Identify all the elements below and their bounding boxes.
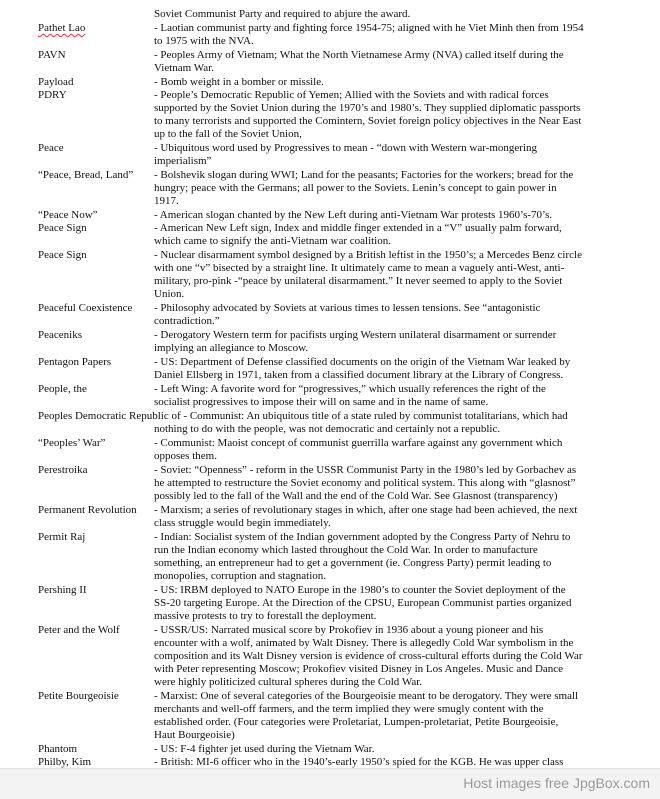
glossary-term: “Peace, Bread, Land” (38, 169, 134, 181)
glossary-line (0, 544, 660, 557)
glossary-definition: - Nuclear disarmament symbol designed by a British leftist in the 1950’s; a Mercedes Benz circle (154, 249, 582, 261)
glossary-definition: - Left Wing: A favorite word for “progressives,” which usually references the right of the (154, 383, 546, 395)
glossary-term: Phantom (38, 743, 78, 755)
glossary-term: Perestroika (38, 464, 88, 476)
glossary-term: Payload (38, 76, 74, 88)
glossary-definition-continued: military, pro-pink -“peace by unilateral disarmament.” It never seemed to apply to the Soviet (154, 275, 563, 287)
glossary-line (0, 729, 660, 742)
glossary-line (0, 195, 660, 208)
glossary-definition-continued: nothing to do with the people, was not democratic and certainly not a republic. (154, 423, 501, 435)
glossary-line (0, 703, 660, 716)
glossary-line (0, 690, 660, 703)
glossary-definition: - British: MI-6 officer who in the 1940’s-early 1950’s spied for the KGB. He was upper class (154, 756, 564, 768)
glossary-definition-continued: possibly led to the fall of the Wall and the end of the Cold War. See Glasnost (transparency) (154, 490, 558, 502)
glossary-definition: - USSR/US: Narrated musical score by Prokofiev in 1936 about a young pioneer and his (154, 624, 544, 636)
glossary-definition: - US: Department of Defense classified documents on the origin of the Vietnam War leaked by (154, 356, 571, 368)
glossary-line (0, 35, 660, 48)
glossary-line (0, 504, 660, 517)
host-watermark-text: Host images free JpgBox.com (463, 775, 650, 791)
glossary-line (0, 756, 660, 768)
glossary-term: Peace (38, 142, 64, 154)
glossary-line (0, 329, 660, 342)
glossary-definition: - Marxism; a series of revolutionary stages in which, after one stage had been achieved, the next (154, 504, 578, 516)
glossary-line (0, 610, 660, 623)
glossary-term: PDRY (38, 89, 67, 101)
glossary-line (0, 302, 660, 315)
glossary-definition: - American slogan chanted by the New Left during anti-Vietnam War protests 1960’s-70’s. (154, 209, 553, 221)
glossary-definition-continued: encounter with a wolf, animated by Walt Disney. There is allegedly Cold War symbolism in the (154, 637, 574, 649)
glossary-term: Peace Sign (38, 222, 87, 234)
glossary-line (0, 128, 660, 141)
glossary-term: Peace Sign (38, 249, 87, 261)
glossary-definition-continued: monopolies, corruption and stagnation. (154, 570, 326, 582)
glossary-line (0, 169, 660, 182)
glossary-line (0, 437, 660, 450)
glossary-line (0, 89, 660, 102)
glossary-line (0, 477, 660, 490)
glossary-definition: - Communist: Maoist concept of communist guerrilla warfare against any government which (154, 437, 563, 449)
glossary-definition: - Bolshevik slogan during WWI; Land for the peasants; Factories for the workers; bread for the (154, 169, 574, 181)
glossary-definition: - People’s Democratic Republic of Yemen; Allied with the Soviets and with radical forces (154, 89, 549, 101)
glossary-term: Peaceniks (38, 329, 82, 341)
glossary-line (0, 249, 660, 262)
glossary-line (0, 342, 660, 355)
glossary-line (0, 369, 660, 382)
glossary-definition-continued: composition and its Walt Disney version is evidence of cross-cultural efforts during the Cold War (154, 650, 583, 662)
glossary-line (0, 676, 660, 689)
glossary-definition-continued: to many terrorists and supported the Comintern, Soviet foreign policy objectives in the Near East (154, 115, 582, 127)
glossary-definition-continued: massive protests to try to forestall the deployment. (154, 610, 377, 622)
glossary-definition-continued: opposes them. (154, 450, 217, 462)
glossary-definition-continued: 1917. (154, 195, 179, 207)
glossary-definition: - Laotian communist party and fighting force 1954-75; aligned with he Viet Minh then from 1954 (154, 22, 584, 34)
glossary-line (0, 155, 660, 168)
glossary-definition-continued: hungry; peace with the Germans; all power to the Soviets. Lenin’s concept to gain power in (154, 182, 557, 194)
glossary-definition-continued: Soviet Communist Party and required to abjure the award. (154, 8, 411, 20)
glossary-line (0, 209, 660, 222)
glossary-term: PAVN (38, 49, 66, 61)
glossary-line (0, 584, 660, 597)
glossary-definition-continued: with one “v” bisected by a straight line. It ultimately came to mean a vaguely anti-West, anti- (154, 262, 565, 274)
glossary-definition-continued: SS-20 targeting Europe. At the Direction of the CPSU, European Communist parties organized (154, 597, 572, 609)
glossary-definition-continued: socialist progressives to impose their will on same and in the name of same. (154, 396, 489, 408)
glossary-line (0, 624, 660, 637)
glossary-line (0, 76, 660, 89)
glossary-line (0, 115, 660, 128)
glossary-definition-continued: imperialism” (154, 155, 212, 167)
glossary-term: Philby, Kim (38, 756, 92, 768)
glossary-line (0, 62, 660, 75)
glossary-definition-continued: he attempted to restructure the Soviet economy and political system. This along with “glasnost” (154, 477, 576, 489)
glossary-definition-continued: class struggle would begin immediately. (154, 517, 331, 529)
glossary-definition-continued: Vietnam War. (154, 62, 214, 74)
glossary-line (0, 235, 660, 248)
glossary-line (0, 275, 660, 288)
glossary-term: Permanent Revolution (38, 504, 137, 516)
glossary-line (0, 557, 660, 570)
glossary-definition: - Peoples Army of Vietnam; What the North Vietnamese Army (NVA) called itself during the (154, 49, 564, 61)
glossary-definition-continued: implying an allegiance to Moscow. (154, 342, 309, 354)
glossary-full-line: Peoples Democratic Republic of - Communist: An ubiquitous title of a state ruled by communist totalitarians, which had (38, 410, 568, 422)
glossary-term: Pentagon Papers (38, 356, 112, 368)
glossary-term: Peaceful Coexistence (38, 302, 133, 314)
glossary-definition-continued: up to the fall of the Soviet Union, (154, 128, 302, 140)
glossary-term: Petite Bourgeoisie (38, 690, 119, 702)
glossary-term: Permit Raj (38, 531, 86, 543)
glossary-definition: - Derogatory Western term for pacifists urging Western unilateral disarmament or surrender (154, 329, 557, 341)
glossary-line (0, 315, 660, 328)
glossary-line (0, 716, 660, 729)
glossary-line (0, 410, 660, 423)
glossary-definition-continued: Union. (154, 288, 185, 300)
glossary-definition: - Soviet: “Openness” - reform in the USSR Communist Party in the 1980’s led by Gorbachev as (154, 464, 577, 476)
glossary-definition: - US: IRBM deployed to NATO Europe in the 1980’s to counter the Soviet deployment of the (154, 584, 566, 596)
glossary-term: Pershing II (38, 584, 87, 596)
glossary-definition: - Philosophy advocated by Soviets at various times to lessen tensions. See “antagonistic (154, 302, 541, 314)
glossary-line (0, 356, 660, 369)
glossary-term: Peter and the Wolf (38, 624, 120, 636)
glossary-term: “Peoples’ War” (38, 437, 106, 449)
glossary-definition: - US: F-4 fighter jet used during the Vietnam War. (154, 743, 375, 755)
glossary-definition-continued: to 1975 with the NVA. (154, 35, 254, 47)
glossary-line (0, 396, 660, 409)
glossary-definition-continued: established order. (Four categories were Proletariat, Lumpen-proletariat, Petite Bourgeoisie, (154, 716, 559, 728)
glossary-line (0, 49, 660, 62)
glossary-line (0, 262, 660, 275)
glossary-line (0, 650, 660, 663)
glossary-definition-continued: something, an entrepreneur had to get a government (ie. Congress Party) permit leading to (154, 557, 552, 569)
glossary-definition-continued: were highly politicized cultural spheres during the Cold War. (154, 676, 423, 688)
glossary-line (0, 222, 660, 235)
glossary-line (0, 423, 660, 436)
glossary-line (0, 383, 660, 396)
glossary-line (0, 517, 660, 530)
glossary-definition-continued: run the Indian economy which lasted throughout the Cold War. In order to manufacture (154, 544, 538, 556)
glossary-line (0, 22, 660, 35)
glossary-line (0, 142, 660, 155)
glossary-definition-continued: merchants and well-off farmers, and the term implied they were smugly content with the (154, 703, 544, 715)
glossary-line (0, 182, 660, 195)
glossary-definition-continued: contradiction.” (154, 315, 220, 327)
glossary-line (0, 637, 660, 650)
glossary-line (0, 450, 660, 463)
glossary-definition-continued: Daniel Ellsberg in 1971, taken from a classified document library at the Library of Congress. (154, 369, 564, 381)
glossary-term: “Peace Now” (38, 209, 98, 221)
glossary-line (0, 490, 660, 503)
glossary-line (0, 8, 660, 21)
glossary-definition: - Bomb weight in a bomber or missile. (154, 76, 324, 88)
glossary-line (0, 663, 660, 676)
glossary-definition-continued: Haut Bourgeoisie) (154, 729, 235, 741)
glossary-line (0, 464, 660, 477)
glossary-definition: - American New Left sign, Index and middle finger extended in a “V” usually palm forward, (154, 222, 562, 234)
glossary-term: Pathet Lao (38, 22, 86, 34)
glossary-term: People, the (38, 383, 87, 395)
glossary-line (0, 288, 660, 301)
glossary-definition: - Indian: Socialist system of the Indian government adopted by the Congress Party of Nehru to (154, 531, 571, 543)
glossary-line (0, 743, 660, 756)
glossary-definition-continued: supported by the Soviet Union during the 1970’s and 1980’s. They supplied diplomatic passports (154, 102, 581, 114)
glossary-definition-continued: which came to signify the anti-Vietnam war coalition. (154, 235, 391, 247)
image-host-footer (0, 768, 660, 799)
glossary-line (0, 531, 660, 544)
glossary-definition: - Marxist: One of several categories of the Bourgeoisie meant to be derogatory. They were small (154, 690, 579, 702)
glossary-line (0, 597, 660, 610)
glossary-definition-continued: with Peter representing Moscow; Prokofiev visited Disney in Los Angeles. Music and Dance (154, 663, 564, 675)
glossary-line (0, 102, 660, 115)
glossary-definition: - Ubiquitous word used by Progressives to mean - “down with Western war-mongering (154, 142, 538, 154)
glossary-line (0, 570, 660, 583)
